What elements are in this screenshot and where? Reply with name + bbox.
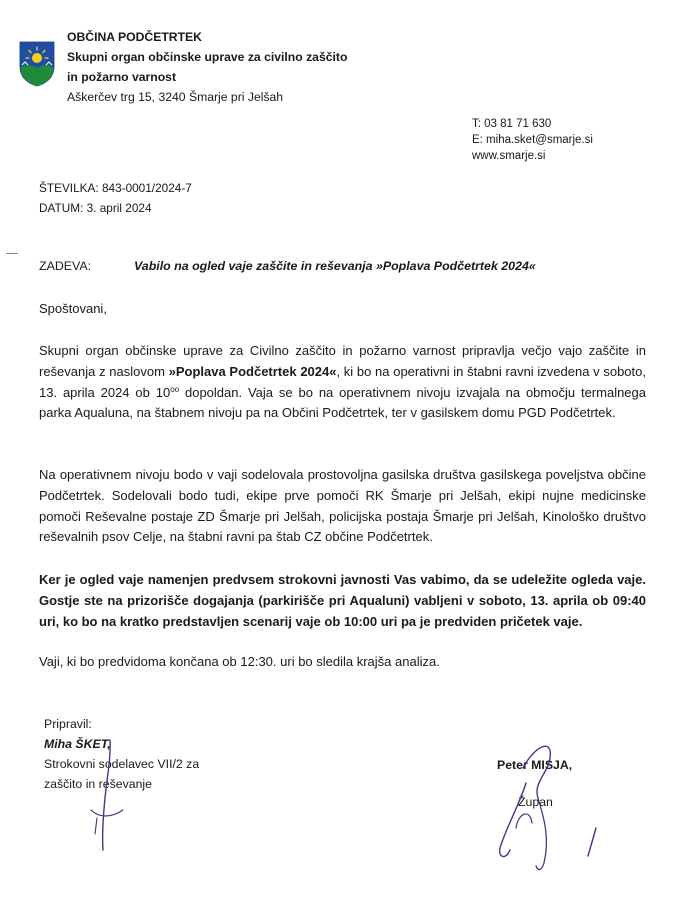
mayor-name: Peter MISJA, — [497, 758, 573, 772]
number-value: 843-0001/2024-7 — [101, 181, 192, 195]
mayor-signature — [478, 728, 618, 878]
preparer-role-line1: Strokovni sodelavec VII/2 za — [44, 757, 200, 771]
paragraph-intro: Skupni organ občinske uprave za Civilno zaščito in požarno varnost pripravlja večjo vajo zaščite in reševanja z naslovom »Poplava Podčetrtek 2024«, ki bo na operativni in štabni ravni izvedena v soboto, 13. aprila 2024 ob $10^{oo}$ dopoldan. Vaja se bo na operativnem nivoju izvajala na območju termalnega parka Aqualuna, na štabnem nivoju pa na Občini Podčetrtek, ter v gasilskem domu PGD Podčetrtek. — [39, 343, 647, 421]
document-number — [39, 178, 192, 198]
mayor-title: Župan — [518, 795, 553, 809]
subject-label: ZADEVA: — [39, 259, 92, 273]
municipality-name: OBČINA PODČETRTEK — [67, 30, 202, 44]
date-label: DATUM: — [39, 201, 84, 215]
website: www.smarje.si — [472, 150, 546, 162]
preparer-signature — [85, 738, 130, 858]
greeting: Spoštovani, — [39, 301, 107, 316]
organ-name-line2: in požarno varnost — [67, 70, 177, 84]
date-value: 3. april 2024 — [86, 201, 152, 215]
paragraph-participants: Na operativnem nivoju bodo v vaji sodelovala prostovoljna gasilska društva gasilskega poveljstva občine Podčetrtek. Sodelovali bodo tudi, ekipe prve pomoči RK Šmarje pri Jelšah, ekipi nujne medicinske pomoči Reševalne postaje ZD Šmarje pri Jelšah, policijska postaja Šmarje pri Jelšah, Kinološko društvo reševalnih psov Celje, na štabni ravni pa štab CZ občine Podčetrtek. — [39, 467, 646, 545]
email: E: miha.sket@smarje.si — [472, 134, 593, 146]
document-date — [39, 198, 192, 218]
municipality-crest-logo — [19, 41, 55, 87]
document-meta — [39, 178, 192, 218]
fold-mark — [6, 253, 18, 254]
phone: T: 03 81 71 630 — [472, 118, 552, 130]
number-label: ŠTEVILKA: — [39, 181, 99, 195]
organ-name-line1: Skupni organ občinske uprave za civilno zaščito — [67, 50, 348, 64]
prepared-label: Pripravil: — [44, 717, 92, 731]
paragraph-analysis: Vaji, ki bo predvidoma končana ob 12:30. uri bo sledila krajša analiza. — [39, 654, 440, 669]
paragraph-invitation: Ker je ogled vaje namenjen predvsem strokovni javnosti Vas vabimo, da se udeležite ogleda vaje. Gostje ste na prizorišče dogajanja (parkirišče pri Aqualuni) vabljeni v soboto, 13. aprila ob 09:40 uri, ko bo na kratko predstavljen scenarij vaje ob 10:00 uri pa je predviden pričetek vaje. — [39, 572, 646, 629]
contact-block — [472, 116, 593, 164]
address: Aškerčev trg 15, 3240 Šmarje pri Jelšah — [67, 90, 284, 104]
preparer-role-line2: zaščito in reševanje — [44, 777, 152, 791]
time-superscript: oo — [170, 384, 180, 394]
letterhead — [67, 27, 347, 107]
preparer-name: Miha ŠKET, — [44, 737, 111, 751]
exercise-title: »Poplava Podčetrtek 2024« — [168, 363, 337, 379]
subject-text: Vabilo na ogled vaje zaščite in reševanja »Poplava Podčetrtek 2024« — [134, 259, 536, 273]
